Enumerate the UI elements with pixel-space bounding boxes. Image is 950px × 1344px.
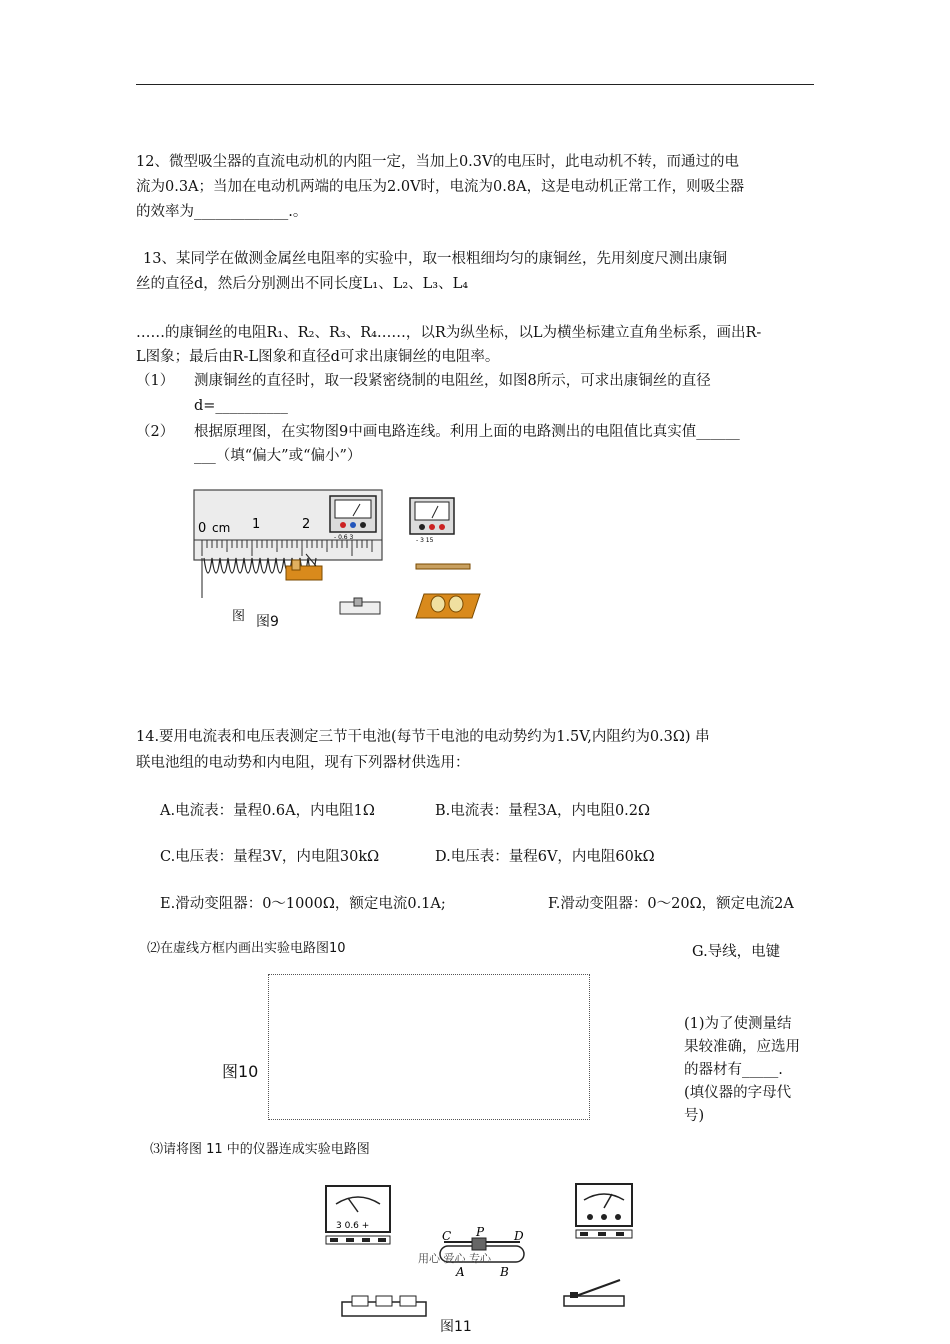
voltmeter-scale: - 3 15 (416, 537, 434, 544)
q14-option-b: B.电流表：量程3A，内电阻0.2Ω (435, 803, 651, 819)
figure-9-label: 图9 (256, 614, 279, 630)
q14-part2-heading: ⑵在虚线方框内画出实验电路图10 (147, 941, 346, 956)
fig11-voltmeter (576, 1184, 632, 1238)
figure-10-label: 图10 (222, 1062, 259, 1081)
circuit-drawing-box[interactable] (268, 974, 590, 1120)
q14-part3-heading: ⑶请将图 11 中的仪器连成实验电路图 (150, 1142, 370, 1157)
rheostat-label-c: C (442, 1229, 452, 1243)
figure-8-label: 图 (232, 609, 246, 624)
q13-line4: L图象；最后由R-L图象和直径d可求出康铜丝的电阻率。 (136, 349, 500, 365)
fig11-battery-pack (342, 1296, 426, 1316)
q14-line2: 联电池组的电动势和内电阻，现有下列器材供选用： (136, 755, 470, 771)
header-rule (136, 84, 814, 85)
q13-item2-continued: ___（填“偏大”或“偏小”） (194, 448, 362, 464)
q13-item1-text: 测康铜丝的直径时，取一段紧密绕制的电阻丝，如图8所示，可求出康铜丝的直径 (194, 373, 711, 389)
wire-rod (416, 564, 470, 569)
voltmeter (410, 498, 454, 544)
q14-option-a: A.电流表：量程0.6A，内电阻1Ω (160, 803, 375, 819)
q13-line3: ……的康铜丝的电阻R₁、R₂、R₃、R₄……，以R为纵坐标，以L为横坐标建立直角坐标系，画出R- (136, 325, 762, 341)
q12-line2: 流为0.3A；当加在电动机两端的电压为2.0V时，电流为0.8A，这是电动机正常工作，则吸尘器 (136, 179, 745, 195)
q14-option-c: C.电压表：量程3V，内电阻30kΩ (160, 849, 380, 865)
q14-line1: 14.要用电流表和电压表测定三节干电池(每节干电池的电动势约为1.5V,内阻约为0.3Ω) 串 (136, 729, 710, 745)
q13-item2-number: （2） (136, 424, 175, 440)
q13-item1-number: （1） (136, 373, 175, 389)
battery-holder (416, 594, 480, 618)
rheostat-label-a: A (456, 1265, 465, 1279)
q14-part1-line2: 果较准确，应选用 (684, 1039, 800, 1055)
figure-11-label: 图11 (440, 1319, 472, 1335)
q14-part1-line3: 的器材有_____. (684, 1062, 783, 1078)
q14-part1-line5: 号) (684, 1108, 705, 1124)
ammeter-scale: - 0.6 3 (334, 534, 354, 541)
q12-line1: 12、微型吸尘器的直流电动机的内阻一定，当加上0.3V的电压时，此电动机不转，而通过的电 (136, 154, 739, 170)
q13-item1-blank: d=__________ (194, 398, 288, 414)
fig11-ammeter (326, 1186, 390, 1244)
q13-line1: 13、某同学在做测金属丝电阻率的实验中，取一根粗细均匀的康铜丝，先用刻度尺测出康铜 (143, 251, 727, 267)
ruler-unit: cm (212, 521, 231, 535)
q13-line2: 丝的直径d，然后分别测出不同长度L₁、L₂、L₃、L₄ (136, 276, 469, 292)
q14-option-e: E.滑动变阻器：0～1000Ω，额定电流0.1A; (160, 896, 446, 912)
fig11-ammeter-scale: 3 0.6 + (336, 1221, 370, 1231)
ruler-tick-1: 1 (252, 517, 261, 532)
q14-part1-line1: (1)为了使测量结 (684, 1016, 792, 1032)
q14-option-g: G.导线，电键 (692, 944, 781, 960)
ruler-tick-2: 2 (302, 517, 311, 532)
slide-rheostat (340, 598, 380, 614)
q14-option-f: F.滑动变阻器：0～20Ω，额定电流2A (548, 896, 794, 912)
fig11-switch (564, 1280, 624, 1306)
q14-option-d: D.电压表：量程6V，内电阻60kΩ (435, 849, 655, 865)
watermark: 用心 爱心 专心 (418, 1252, 491, 1265)
rheostat-label-p: P (476, 1225, 485, 1239)
q13-item2-text: 根据原理图，在实物图9中画电路连线。利用上面的电路测出的电阻值比真实值______ (194, 424, 740, 440)
rheostat-label-d: D (514, 1229, 524, 1243)
q12-line3: 的效率为_____________.。 (136, 204, 308, 220)
q14-part1-line4: (填仪器的字母代 (684, 1085, 792, 1101)
rheostat-label-b: B (500, 1265, 509, 1279)
ruler-tick-0: 0 (198, 521, 207, 536)
